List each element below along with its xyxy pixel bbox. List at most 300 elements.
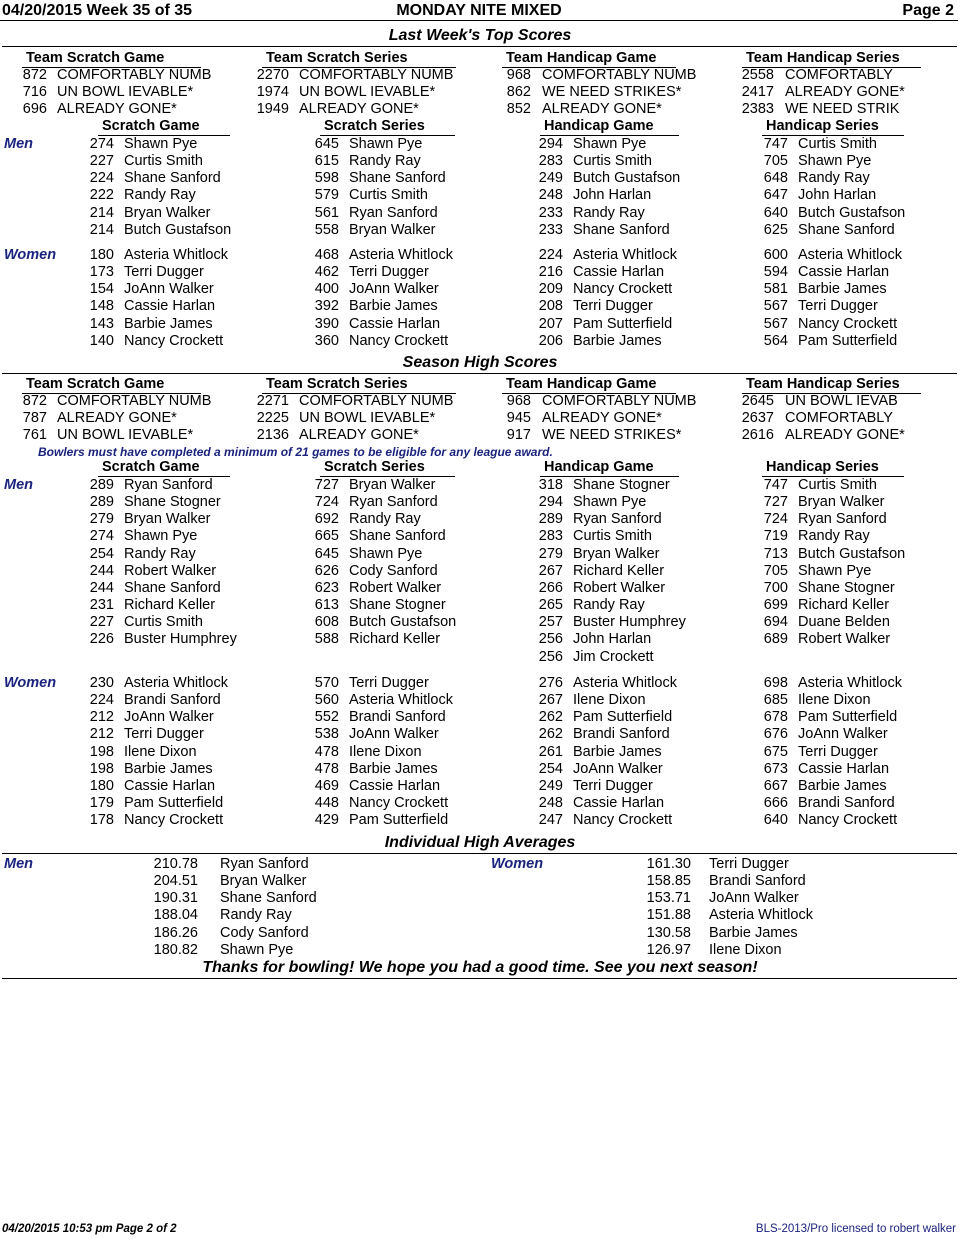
- score-value: 567: [763, 298, 788, 315]
- bowler-name: Jim Crockett: [573, 648, 654, 665]
- footer-license: BLS-2013/Pro licensed to robert walker: [755, 1223, 956, 1235]
- bowler-name: Shane Sanford: [220, 890, 317, 907]
- bowler-name: Randy Ray: [798, 528, 870, 545]
- score-value: 206: [538, 332, 563, 349]
- score-value: 198: [89, 743, 114, 760]
- score-value: 727: [314, 477, 339, 493]
- score-value: 126.97: [646, 941, 691, 958]
- bowler-name: UN BOWL IEVAB: [785, 393, 898, 409]
- section-divider: [2, 373, 957, 374]
- women-label: Women: [4, 247, 57, 263]
- bowler-name: Shawn Pye: [573, 136, 647, 152]
- bowler-name: Ryan Sanford: [124, 477, 213, 493]
- bowler-name: Robert Walker: [349, 579, 442, 596]
- score-value: 214: [89, 221, 114, 238]
- score-value: 214: [89, 204, 114, 221]
- score-value: 224: [89, 170, 114, 187]
- column-header: Scratch Game: [98, 118, 230, 136]
- score-value: 564: [763, 332, 788, 349]
- page-number: Page 2: [902, 2, 954, 19]
- men-label: Men: [4, 477, 33, 493]
- score-value: 262: [538, 709, 563, 726]
- bowler-name: Asteria Whitlock: [573, 675, 677, 691]
- league-name: MONDAY NITE MIXED: [396, 2, 562, 19]
- bowler-name: Asteria Whitlock: [124, 675, 228, 691]
- score-value: 581: [763, 281, 788, 298]
- bowler-name: Cassie Harlan: [798, 760, 890, 777]
- score-value: 186.26: [153, 924, 198, 941]
- bowler-name: ALREADY GONE*: [542, 101, 662, 118]
- bowler-name: Nancy Crockett: [124, 812, 224, 829]
- score-value: 724: [763, 511, 788, 528]
- bowler-name: Nancy Crockett: [798, 315, 898, 332]
- score-value: 227: [89, 614, 114, 631]
- bowler-name: ALREADY GONE*: [57, 101, 177, 118]
- score-value: 2645: [741, 393, 774, 409]
- bowler-name: Nancy Crockett: [573, 281, 673, 298]
- bowler-name: COMFORTABLY: [785, 67, 893, 83]
- bowler-name: Barbie James: [349, 760, 438, 777]
- bowler-name: COMFORTABLY: [785, 410, 893, 427]
- men-label: Men: [4, 856, 33, 872]
- section-divider: [2, 978, 957, 979]
- bowler-name: JoAnn Walker: [709, 890, 799, 907]
- score-value: 289: [89, 477, 114, 493]
- score-value: 289: [538, 511, 563, 528]
- bowler-name: Bryan Walker: [798, 494, 885, 511]
- bowler-name: John Harlan: [798, 187, 877, 204]
- score-value: 248: [538, 795, 563, 812]
- bowler-name: Pam Sutterfield: [349, 812, 449, 829]
- bowler-name: Terri Dugger: [124, 264, 204, 281]
- bowler-name: Butch Gustafson: [798, 204, 906, 221]
- score-value: 747: [763, 136, 788, 152]
- bowler-name: Cassie Harlan: [573, 264, 665, 281]
- bowler-name: Bryan Walker: [220, 873, 307, 890]
- score-value: 613: [314, 597, 339, 614]
- score-value: 645: [314, 136, 339, 152]
- score-value: 2616: [741, 427, 774, 444]
- bowler-name: Nancy Crockett: [573, 812, 673, 829]
- score-value: 666: [763, 795, 788, 812]
- score-value: 689: [763, 631, 788, 648]
- bowler-name: UN BOWL IEVABLE*: [57, 427, 194, 444]
- bowler-name: Cassie Harlan: [573, 795, 665, 812]
- score-value: 917: [506, 427, 531, 444]
- score-value: 719: [763, 528, 788, 545]
- bowler-name: Randy Ray: [573, 597, 645, 614]
- score-value: 675: [763, 743, 788, 760]
- bowler-name: UN BOWL IEVABLE*: [299, 410, 436, 427]
- score-value: 153.71: [646, 890, 691, 907]
- averages-title: Individual High Averages: [384, 834, 576, 851]
- score-value: 180: [89, 247, 114, 263]
- bowler-name: Barbie James: [573, 743, 662, 760]
- bowler-name: Duane Belden: [798, 614, 890, 631]
- score-value: 468: [314, 247, 339, 263]
- score-value: 274: [89, 136, 114, 152]
- score-value: 968: [506, 393, 531, 409]
- score-value: 212: [89, 709, 114, 726]
- score-value: 615: [314, 153, 339, 170]
- score-value: 226: [89, 631, 114, 648]
- bowler-name: Pam Sutterfield: [798, 709, 898, 726]
- bowler-name: Cody Sanford: [220, 924, 309, 941]
- score-value: 257: [538, 614, 563, 631]
- score-value: 2383: [741, 101, 774, 118]
- bowler-name: COMFORTABLY NUMB: [57, 67, 212, 83]
- bowler-name: Bryan Walker: [349, 477, 436, 493]
- bowler-name: Shawn Pye: [573, 494, 647, 511]
- bowler-name: Curtis Smith: [124, 153, 203, 170]
- score-value: 579: [314, 187, 339, 204]
- eligibility-note: Bowlers must have completed a minimum of 21 games to be eligible for any league award.: [38, 445, 553, 459]
- bowler-name: Barbie James: [798, 777, 887, 794]
- score-value: 462: [314, 264, 339, 281]
- score-value: 665: [314, 528, 339, 545]
- bowler-name: Curtis Smith: [798, 477, 877, 493]
- bowler-name: Cassie Harlan: [349, 315, 441, 332]
- bowler-name: Buster Humphrey: [124, 631, 237, 648]
- score-value: 2558: [741, 67, 774, 83]
- column-header: Scratch Series: [320, 459, 455, 477]
- report-date-week: 04/20/2015 Week 35 of 35: [2, 2, 193, 19]
- score-value: 2270: [256, 67, 289, 83]
- score-value: 244: [89, 579, 114, 596]
- score-value: 594: [763, 264, 788, 281]
- score-value: 247: [538, 812, 563, 829]
- score-value: 705: [763, 153, 788, 170]
- bowler-name: Curtis Smith: [124, 614, 203, 631]
- bowler-name: Shawn Pye: [349, 136, 423, 152]
- score-value: 143: [89, 315, 114, 332]
- score-value: 289: [89, 494, 114, 511]
- score-value: 538: [314, 726, 339, 743]
- score-value: 673: [763, 760, 788, 777]
- bowler-name: Asteria Whitlock: [798, 675, 902, 691]
- score-value: 968: [506, 67, 531, 83]
- bowler-name: Nancy Crockett: [349, 332, 449, 349]
- score-value: 698: [763, 675, 788, 691]
- score-value: 872: [22, 67, 47, 83]
- score-value: 178: [89, 812, 114, 829]
- bowler-name: Barbie James: [124, 315, 213, 332]
- score-value: 647: [763, 187, 788, 204]
- score-value: 267: [538, 692, 563, 709]
- bowler-name: UN BOWL IEVABLE*: [57, 84, 194, 101]
- score-value: 140: [89, 332, 114, 349]
- score-value: 685: [763, 692, 788, 709]
- bowler-name: Randy Ray: [124, 187, 196, 204]
- bowler-name: Shawn Pye: [124, 136, 198, 152]
- bowler-name: COMFORTABLY NUMB: [299, 393, 454, 409]
- score-value: 207: [538, 315, 563, 332]
- bowler-name: Barbie James: [349, 298, 438, 315]
- bowler-name: Randy Ray: [573, 204, 645, 221]
- score-value: 727: [763, 494, 788, 511]
- bowler-name: Shane Stogner: [124, 494, 221, 511]
- bowler-name: Butch Gustafson: [124, 221, 232, 238]
- bowler-name: Ilene Dixon: [709, 941, 782, 958]
- score-value: 231: [89, 597, 114, 614]
- score-value: 862: [506, 84, 531, 101]
- bowler-name: Butch Gustafson: [573, 170, 681, 187]
- score-value: 158.85: [646, 873, 691, 890]
- score-value: 276: [538, 675, 563, 691]
- score-value: 696: [22, 101, 47, 118]
- score-value: 787: [22, 410, 47, 427]
- column-header: Scratch Game: [98, 459, 230, 477]
- score-value: 588: [314, 631, 339, 648]
- column-header: Team Scratch Game: [22, 376, 201, 394]
- score-value: 204.51: [153, 873, 198, 890]
- score-value: 716: [22, 84, 47, 101]
- bowler-name: Asteria Whitlock: [349, 692, 453, 709]
- score-value: 2637: [741, 410, 774, 427]
- column-header: Handicap Game: [540, 459, 679, 477]
- column-header: Team Handicap Game: [502, 376, 676, 394]
- section-divider: [2, 853, 957, 854]
- score-value: 212: [89, 726, 114, 743]
- bowler-name: Shane Sanford: [573, 221, 670, 238]
- score-value: 254: [89, 545, 114, 562]
- bowler-name: Shawn Pye: [798, 562, 872, 579]
- bowler-name: Nancy Crockett: [798, 812, 898, 829]
- score-value: 694: [763, 614, 788, 631]
- bowler-name: Randy Ray: [798, 170, 870, 187]
- bowler-name: COMFORTABLY NUMB: [542, 67, 697, 83]
- score-value: 626: [314, 562, 339, 579]
- bowler-name: Asteria Whitlock: [124, 247, 228, 263]
- score-value: 747: [763, 477, 788, 493]
- bowler-name: Bryan Walker: [349, 221, 436, 238]
- score-value: 713: [763, 545, 788, 562]
- score-value: 552: [314, 709, 339, 726]
- bowler-name: COMFORTABLY NUMB: [57, 393, 212, 409]
- score-value: 2271: [256, 393, 289, 409]
- score-value: 130.58: [646, 924, 691, 941]
- score-value: 648: [763, 170, 788, 187]
- bowler-name: Barbie James: [709, 924, 798, 941]
- score-value: 248: [538, 187, 563, 204]
- bowler-name: Terri Dugger: [798, 743, 878, 760]
- score-value: 560: [314, 692, 339, 709]
- score-value: 625: [763, 221, 788, 238]
- bowler-name: Randy Ray: [349, 511, 421, 528]
- bowler-name: Terri Dugger: [709, 856, 789, 872]
- bowler-name: Barbie James: [124, 760, 213, 777]
- score-value: 151.88: [646, 907, 691, 924]
- bowler-name: COMFORTABLY NUMB: [542, 393, 697, 409]
- score-value: 392: [314, 298, 339, 315]
- score-value: 227: [89, 153, 114, 170]
- bowler-name: Asteria Whitlock: [709, 907, 813, 924]
- bowler-name: Brandi Sanford: [798, 795, 895, 812]
- bowler-name: JoAnn Walker: [349, 281, 439, 298]
- score-value: 478: [314, 760, 339, 777]
- score-value: 692: [314, 511, 339, 528]
- score-value: 318: [538, 477, 563, 493]
- column-header: Team Scratch Series: [262, 50, 456, 68]
- score-value: 267: [538, 562, 563, 579]
- score-value: 208: [538, 298, 563, 315]
- season-title: Season High Scores: [402, 354, 558, 371]
- bowler-name: JoAnn Walker: [124, 281, 214, 298]
- bowler-name: COMFORTABLY NUMB: [299, 67, 454, 83]
- bowler-name: JoAnn Walker: [573, 760, 663, 777]
- score-value: 724: [314, 494, 339, 511]
- score-value: 198: [89, 760, 114, 777]
- bowler-name: Nancy Crockett: [349, 795, 449, 812]
- score-value: 640: [763, 204, 788, 221]
- score-value: 567: [763, 315, 788, 332]
- bowler-name: Terri Dugger: [124, 726, 204, 743]
- bowler-name: Ilene Dixon: [124, 743, 197, 760]
- score-value: 222: [89, 187, 114, 204]
- bowler-name: WE NEED STRIKES*: [542, 427, 682, 444]
- bowler-name: Shawn Pye: [220, 941, 294, 958]
- column-header: Team Handicap Game: [502, 50, 676, 68]
- score-value: 2417: [741, 84, 774, 101]
- bowler-name: Brandi Sanford: [349, 709, 446, 726]
- score-value: 761: [22, 427, 47, 444]
- column-header: Team Scratch Game: [22, 50, 201, 68]
- bowler-name: Brandi Sanford: [124, 692, 221, 709]
- score-value: 640: [763, 812, 788, 829]
- bowler-name: Shawn Pye: [124, 528, 198, 545]
- score-value: 249: [538, 170, 563, 187]
- footer-timestamp: 04/20/2015 10:53 pm Page 2 of 2: [2, 1223, 177, 1235]
- bowler-name: Pam Sutterfield: [124, 795, 224, 812]
- score-value: 699: [763, 597, 788, 614]
- score-value: 279: [89, 511, 114, 528]
- score-value: 224: [89, 692, 114, 709]
- bowler-name: Shane Sanford: [798, 221, 895, 238]
- bowler-name: Robert Walker: [124, 562, 217, 579]
- score-value: 558: [314, 221, 339, 238]
- bowler-name: Shane Stogner: [349, 597, 446, 614]
- bowler-name: Richard Keller: [798, 597, 890, 614]
- bowler-name: Asteria Whitlock: [573, 247, 677, 263]
- bowler-name: JoAnn Walker: [349, 726, 439, 743]
- bowler-name: Richard Keller: [573, 562, 665, 579]
- score-value: 254: [538, 760, 563, 777]
- bowler-name: Shane Sanford: [349, 528, 446, 545]
- score-value: 429: [314, 812, 339, 829]
- score-value: 256: [538, 648, 563, 665]
- score-value: 224: [538, 247, 563, 263]
- score-value: 261: [538, 743, 563, 760]
- bowler-name: Ryan Sanford: [573, 511, 662, 528]
- bowler-name: Shane Stogner: [573, 477, 670, 493]
- bowler-name: Shane Sanford: [124, 170, 221, 187]
- bowler-name: Cassie Harlan: [124, 777, 216, 794]
- score-value: 705: [763, 562, 788, 579]
- score-value: 256: [538, 631, 563, 648]
- score-value: 678: [763, 709, 788, 726]
- bowler-name: Pam Sutterfield: [798, 332, 898, 349]
- score-value: 390: [314, 315, 339, 332]
- bowler-name: Pam Sutterfield: [573, 315, 673, 332]
- score-value: 233: [538, 204, 563, 221]
- score-value: 2136: [256, 427, 289, 444]
- score-value: 274: [89, 528, 114, 545]
- score-value: 283: [538, 153, 563, 170]
- score-value: 230: [89, 675, 114, 691]
- bowler-name: Ilene Dixon: [798, 692, 871, 709]
- score-value: 266: [538, 579, 563, 596]
- column-header: Handicap Series: [762, 118, 904, 136]
- bowler-name: Cassie Harlan: [798, 264, 890, 281]
- score-value: 179: [89, 795, 114, 812]
- bowler-name: Bryan Walker: [573, 545, 660, 562]
- score-value: 360: [314, 332, 339, 349]
- bowler-name: Ryan Sanford: [220, 856, 309, 872]
- bowler-name: ALREADY GONE*: [542, 410, 662, 427]
- bowler-name: JoAnn Walker: [124, 709, 214, 726]
- bowler-name: Shane Sanford: [124, 579, 221, 596]
- score-value: 945: [506, 410, 531, 427]
- score-value: 190.31: [153, 890, 198, 907]
- score-value: 180.82: [153, 941, 198, 958]
- score-value: 249: [538, 777, 563, 794]
- bowler-name: Robert Walker: [573, 579, 666, 596]
- bowler-name: Cassie Harlan: [124, 298, 216, 315]
- bowler-name: Terri Dugger: [349, 675, 429, 691]
- bowler-name: Randy Ray: [124, 545, 196, 562]
- report-header: [0, 0, 958, 21]
- score-value: 448: [314, 795, 339, 812]
- bowler-name: Brandi Sanford: [709, 873, 806, 890]
- score-value: 265: [538, 597, 563, 614]
- bowler-name: Richard Keller: [349, 631, 441, 648]
- bowler-name: Shawn Pye: [349, 545, 423, 562]
- last-week-title: Last Week's Top Scores: [388, 27, 572, 44]
- score-value: 2225: [256, 410, 289, 427]
- score-value: 598: [314, 170, 339, 187]
- bowler-name: Curtis Smith: [798, 136, 877, 152]
- score-value: 279: [538, 545, 563, 562]
- bowler-name: ALREADY GONE*: [785, 427, 905, 444]
- score-value: 180: [89, 777, 114, 794]
- score-value: 209: [538, 281, 563, 298]
- bowler-name: Curtis Smith: [349, 187, 428, 204]
- section-divider: [2, 46, 957, 47]
- bowler-name: Pam Sutterfield: [573, 709, 673, 726]
- bowler-name: Ilene Dixon: [573, 692, 646, 709]
- bowler-name: Bryan Walker: [124, 511, 211, 528]
- bowler-name: Richard Keller: [124, 597, 216, 614]
- score-value: 478: [314, 743, 339, 760]
- bowler-name: Bryan Walker: [124, 204, 211, 221]
- column-header: Scratch Series: [320, 118, 455, 136]
- bowler-name: Asteria Whitlock: [349, 247, 453, 263]
- score-value: 623: [314, 579, 339, 596]
- score-value: 667: [763, 777, 788, 794]
- bowler-name: ALREADY GONE*: [785, 84, 905, 101]
- score-value: 645: [314, 545, 339, 562]
- bowler-name: Curtis Smith: [573, 528, 652, 545]
- score-value: 173: [89, 264, 114, 281]
- bowler-name: John Harlan: [573, 187, 652, 204]
- bowler-name: Asteria Whitlock: [798, 247, 902, 263]
- bowler-name: Shane Sanford: [349, 170, 446, 187]
- bowler-name: Terri Dugger: [573, 777, 653, 794]
- score-value: 294: [538, 494, 563, 511]
- score-value: 210.78: [153, 856, 198, 872]
- score-value: 161.30: [646, 856, 691, 872]
- bowler-name: Barbie James: [573, 332, 662, 349]
